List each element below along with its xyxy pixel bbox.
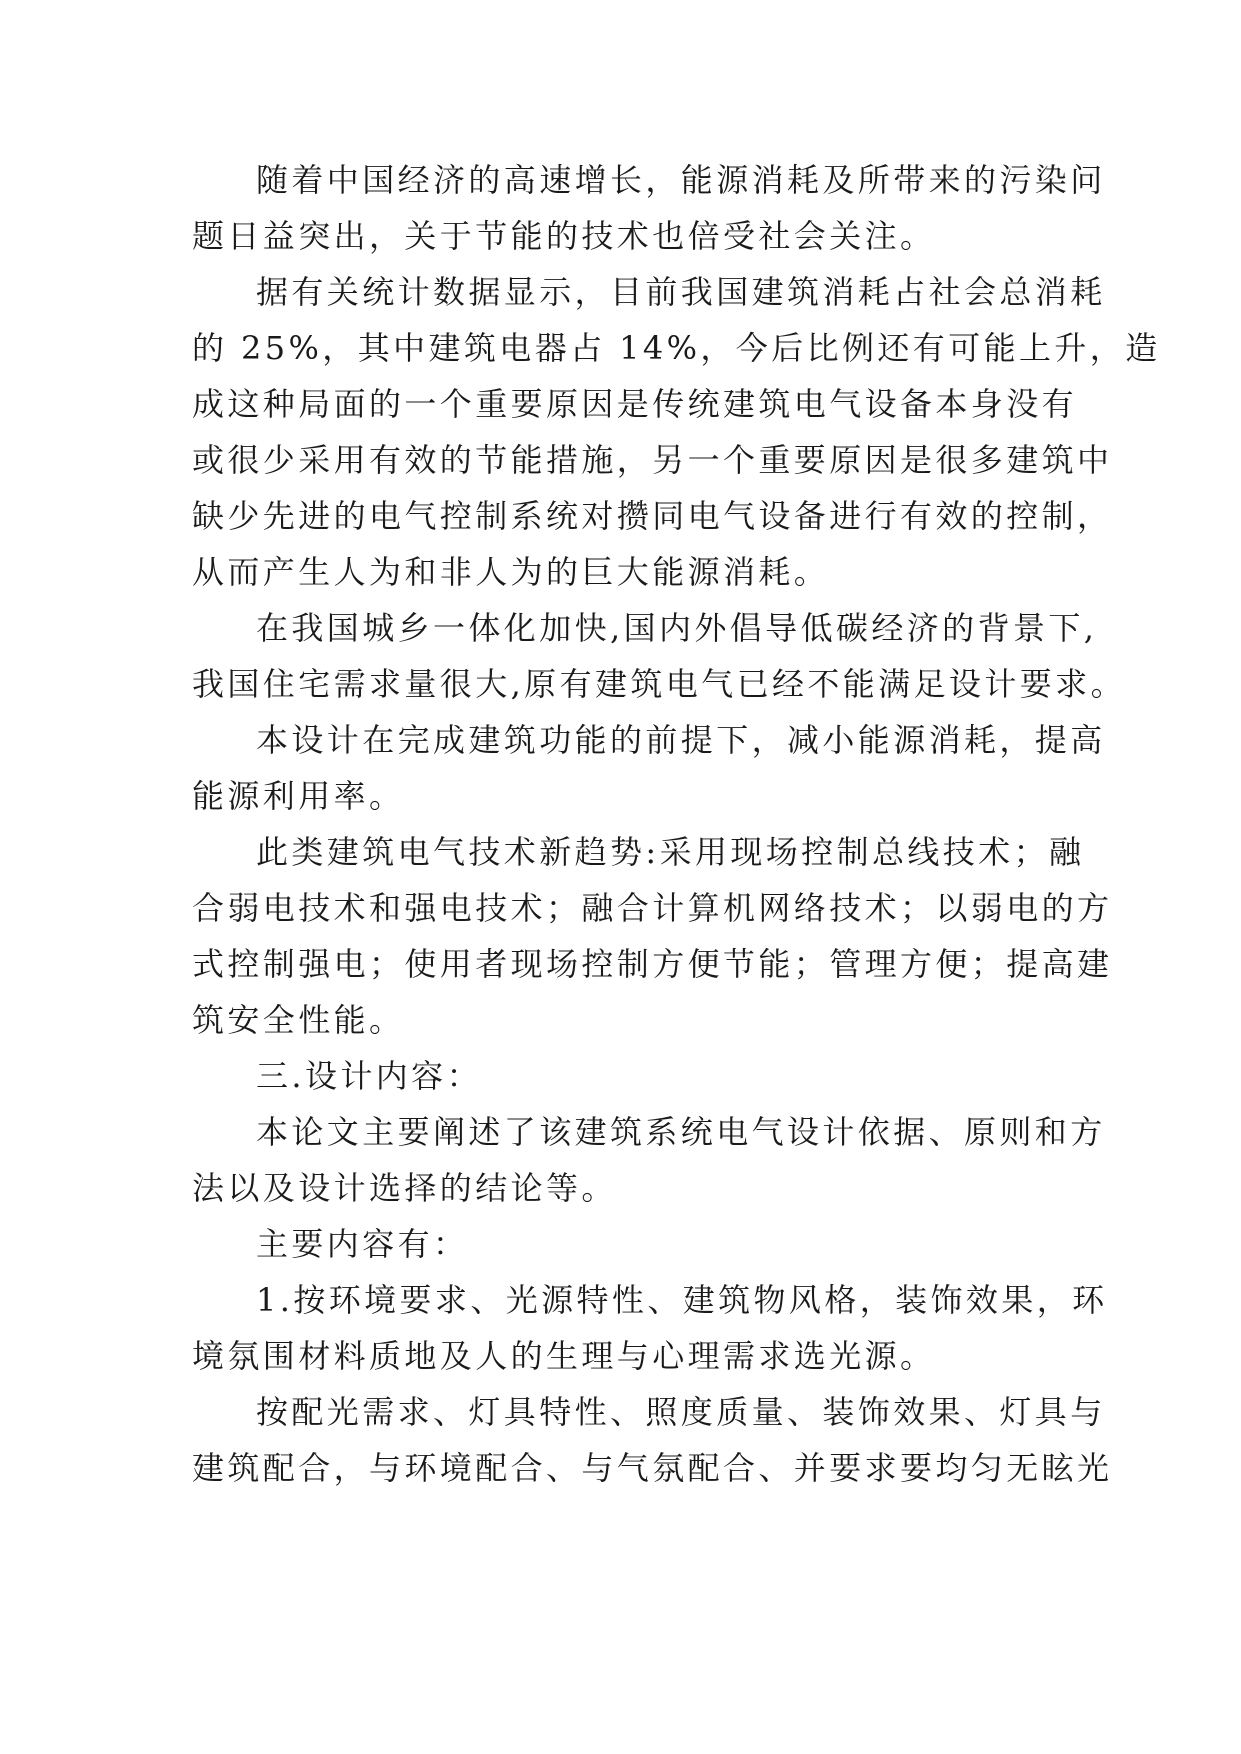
text-line: 筑安全性能。	[192, 1001, 405, 1039]
text-line: 据有关统计数据显示，目前我国建筑消耗占社会总消耗	[256, 273, 1106, 311]
text-line: 建筑配合，与环境配合、与气氛配合、并要求要均匀无眩光	[192, 1449, 1113, 1487]
text-line: 主要内容有：	[256, 1225, 469, 1263]
text-line: 成这种局面的一个重要原因是传统建筑电气设备本身没有	[192, 385, 1078, 423]
text-line: 的 25%，其中建筑电器占 14%，今后比例还有可能上升，造	[192, 329, 1161, 367]
text-line: 按配光需求、灯具特性、照度质量、装饰效果、灯具与	[256, 1393, 1106, 1431]
text-line: 能源利用率。	[192, 777, 405, 815]
text-line: 缺少先进的电气控制系统对攒同电气设备进行有效的控制，	[192, 497, 1113, 535]
text-line: 境氛围材料质地及人的生理与心理需求选光源。	[192, 1337, 936, 1375]
text-line: 题日益突出，关于节能的技术也倍受社会关注。	[192, 217, 936, 255]
text-line: 或很少采用有效的节能措施，另一个重要原因是很多建筑中	[192, 441, 1113, 479]
text-line: 本设计在完成建筑功能的前提下，减小能源消耗，提高	[256, 721, 1106, 759]
section-heading: 三.设计内容：	[256, 1057, 482, 1095]
text-line: 我国住宅需求量很大,原有建筑电气已经不能满足设计要求。	[192, 665, 1126, 703]
text-line: 从而产生人为和非人为的巨大能源消耗。	[192, 553, 830, 591]
text-line: 随着中国经济的高速增长，能源消耗及所带来的污染问	[256, 161, 1106, 199]
text-line: 式控制强电；使用者现场控制方便节能；管理方便；提高建	[192, 945, 1113, 983]
text-line: 在我国城乡一体化加快,国内外倡导低碳经济的背景下,	[256, 609, 1098, 647]
text-line: 合弱电技术和强电技术；融合计算机网络技术；以弱电的方	[192, 889, 1113, 927]
text-line: 此类建筑电气技术新趋势:采用现场控制总线技术；融	[256, 833, 1085, 871]
text-line: 1.按环境要求、光源特性、建筑物风格，装饰效果，环	[256, 1281, 1108, 1319]
text-line: 法以及设计选择的结论等。	[192, 1169, 617, 1207]
text-line: 本论文主要阐述了该建筑系统电气设计依据、原则和方	[256, 1113, 1106, 1151]
